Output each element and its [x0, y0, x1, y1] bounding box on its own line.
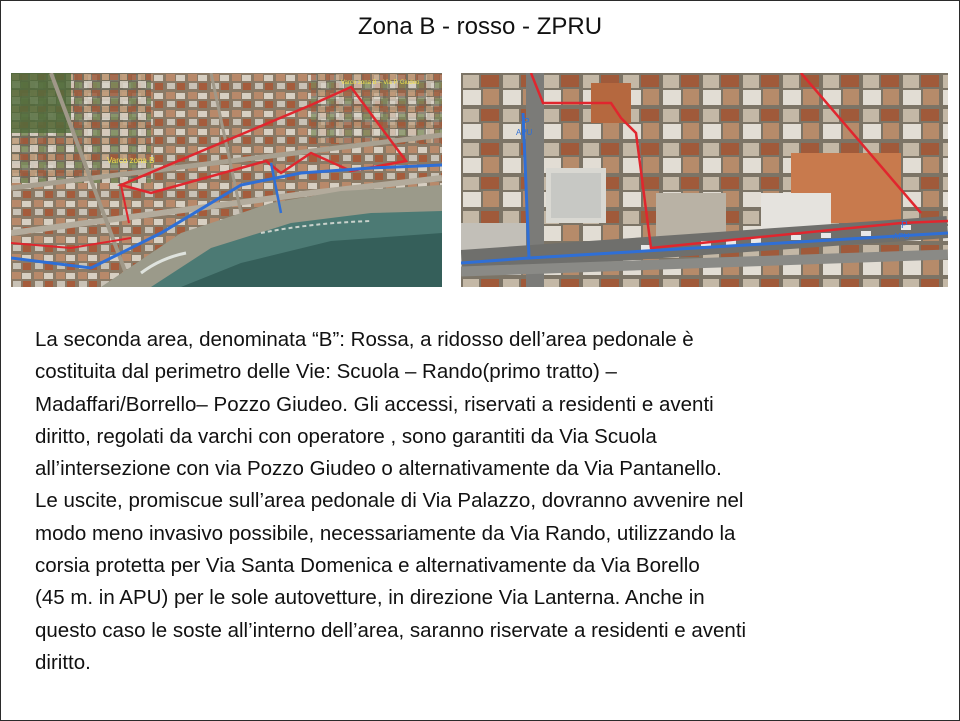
aerial-photo-left	[11, 73, 442, 287]
zone-gate-label: Varco zona B	[107, 156, 155, 165]
body-paragraph: La seconda area, denominata “B”: Rossa, a ridosso dell’area pedonale è costituita dal perimetro delle Vie: Scuola – Rando(primo tratto) – Madaffari/Borrello– Pozzo Giudeo. Gli accessi, riservati a residenti e aventi diritto, regolati da varchi con operatore , sono garantiti da Via Scuola all’intersezione con via Pozzo Giudeo o alternativamente da Via Pantanello. Le uscite, promiscue sull’area pedonale di Via Palazzo, dovranno avvenire nel modo meno invasivo possibile, necessariamente da Via Rando, utilizzando la corsia protetta per Via Santa Domenica e alternativamente da Via Borello (45 m. in APU) per le sole autovetture, in direzione Via Lanterna. Anche in questo caso le soste all’interno dell’area, saranno riservate a residenti e aventi diritto.	[35, 328, 747, 674]
slide-title: Zona B - rosso - ZPRU	[357, 13, 603, 40]
aerial-photo-right	[461, 73, 948, 287]
zone-gate-label-top: Varco zona B – Via P. Giudeo	[341, 80, 420, 86]
parking-label-left: P	[523, 117, 530, 128]
parking-label-right: P	[901, 220, 908, 231]
apu-label-right: APU	[893, 232, 910, 241]
apu-label-left: APU	[516, 128, 533, 137]
